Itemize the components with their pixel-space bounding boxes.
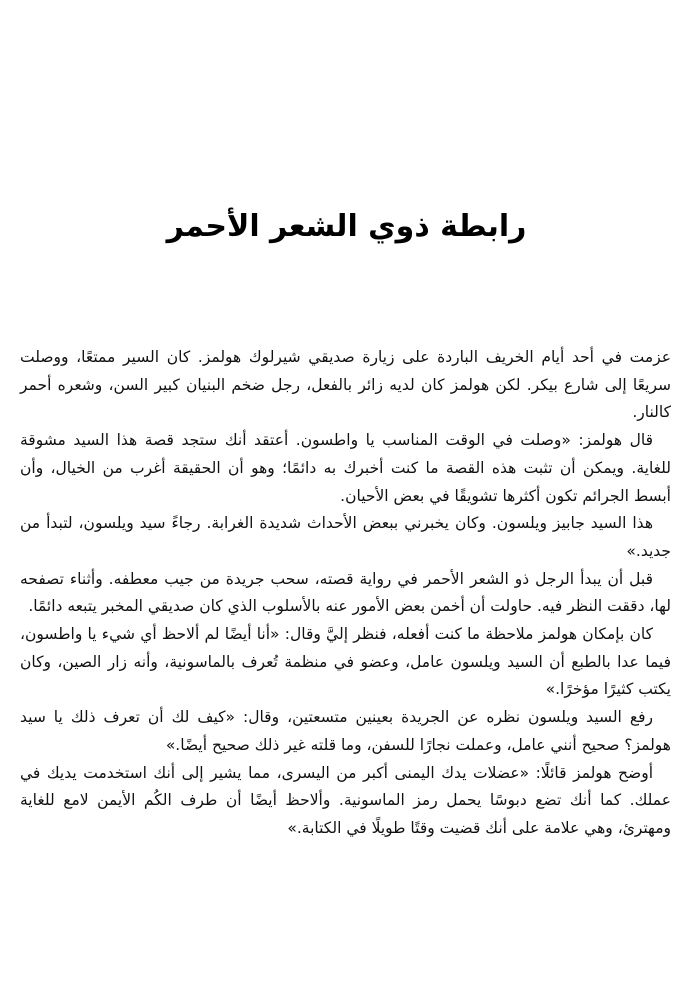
paragraph: عزمت في أحد أيام الخريف الباردة على زيارة صديقي شيرلوك هولمز. كان السير ممتعًا، ووصلت سريعًا إلى شارع بيكر. لكن هولمز كان لديه زائر بالفعل، رجل ضخم البنيان كبير السن، وشعره أحمر كالنار. bbox=[20, 348, 671, 422]
paragraph: كان بإمكان هولمز ملاحظة ما كنت أفعله، فنظر إليَّ وقال: «أنا أيضًا لم ألاحظ أي شيء يا واطسون، فيما عدا بالطبع أن السيد ويلسون عامل، وعضو في منظمة تُعرف بالماسونية، وأنه زار الصين، وكان يكتب كثيرًا مؤخرًا.» bbox=[20, 625, 671, 699]
paragraph: رفع السيد ويلسون نظره عن الجريدة بعينين متسعتين، وقال: «كيف لك أن تعرف ذلك يا سيد هولمز؟ صحيح أنني عامل، وعملت نجارًا للسفن، وما قلته غير ذلك صحيح أيضًا.» bbox=[20, 708, 671, 754]
paragraph: قبل أن يبدأ الرجل ذو الشعر الأحمر في رواية قصته، سحب جريدة من جيب معطفه. وأثناء تصفحه لها، دققت النظر فيه. حاولت أن أخمن بعض الأمور عنه بالأسلوب الذي كان صديقي المخبر يتبعه دائمًا. bbox=[20, 569, 671, 616]
paragraph: هذا السيد جابيز ويلسون. وكان يخبرني ببعض الأحداث شديدة الغرابة. رجاءً سيد ويلسون، لتبدأ من جديد.» bbox=[20, 514, 671, 560]
chapter-body bbox=[20, 344, 671, 843]
paragraph: أوضح هولمز قائلًا: «عضلات يدك اليمنى أكبر من اليسرى، مما يشير إلى أنك استخدمت يديك في عملك. كما أنك تضع دبوسًا يحمل رمز الماسونية. وألاحظ أيضًا أن طرف الكُم الأيمن لامع للغاية ومهترئ، وهي علامة على أنك قضيت وقتًا طويلًا في الكتابة.» bbox=[20, 763, 671, 837]
paragraph: قال هولمز: «وصلت في الوقت المناسب يا واطسون. أعتقد أنك ستجد قصة هذا السيد مشوقة للغاية. ويمكن أن تثبت هذه القصة ما كنت أخبرك به دائمًا؛ وهو أن الحقيقة أغرب من الخيال، وأن أبسط الجرائم تكون أكثرها تشويقًا في بعض الأحيان. bbox=[20, 431, 671, 505]
chapter-title: رابطة ذوي الشعر الأحمر bbox=[166, 209, 527, 244]
